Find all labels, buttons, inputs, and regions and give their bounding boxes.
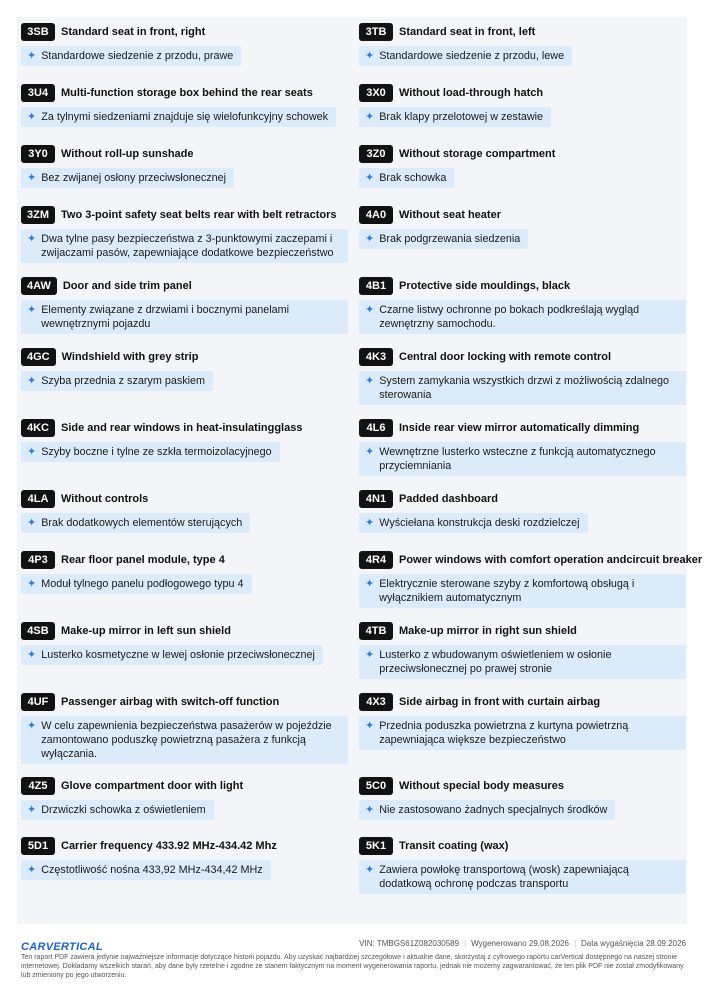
option-code-badge: 3SB	[21, 23, 55, 41]
option-translation-box	[21, 860, 271, 880]
option-code-badge: 4KC	[21, 419, 55, 437]
option-header	[21, 205, 348, 225]
sparkle-icon: ✦	[27, 304, 37, 316]
option-code-badge: 5K1	[359, 837, 393, 855]
sparkle-icon: ✦	[365, 649, 375, 661]
option-item	[21, 836, 348, 896]
option-translation: Brak dodatkowych elementów sterujących	[41, 517, 243, 529]
option-header	[359, 22, 686, 42]
option-item	[21, 83, 348, 144]
option-translation-box	[359, 645, 686, 679]
option-translation-box	[359, 800, 615, 820]
sparkle-icon: ✦	[27, 578, 37, 590]
option-translation-box	[21, 716, 348, 764]
option-code-badge: 4P3	[21, 551, 55, 569]
sparkle-icon: ✦	[27, 446, 37, 458]
option-translation: Moduł tylnego panelu podłogowego typu 4	[41, 578, 244, 590]
option-item	[21, 776, 348, 836]
option-header	[359, 205, 686, 225]
option-translation: Szyby boczne i tylne ze szkła termoizolacyjnego	[41, 446, 272, 458]
option-code-badge: 5D1	[21, 837, 55, 855]
option-title: Side airbag in front with curtain airbag	[399, 696, 601, 708]
option-translation-box	[359, 371, 686, 405]
sparkle-icon: ✦	[27, 720, 37, 732]
option-translation-box	[359, 229, 528, 249]
option-item	[359, 418, 686, 489]
option-translation-box	[21, 574, 252, 594]
option-title: Power windows with comfort operation andcircuit breaker	[399, 554, 703, 566]
option-code-badge: 4AW	[21, 277, 57, 295]
option-title: Without load-through hatch	[399, 87, 544, 99]
option-header	[359, 144, 686, 164]
option-translation-box	[21, 107, 336, 127]
option-translation-box	[21, 645, 323, 665]
option-title: Glove compartment door with light	[61, 780, 244, 792]
option-translation: Zawiera powłokę transportową (wosk) zapewniającą dodatkową ochronę podczas transportu	[379, 864, 629, 890]
equipment-options-list	[21, 22, 703, 896]
option-translation: Przednia poduszka powietrzna z kurtyna powietrzną zapewniająca większe bezpieczeństwo	[379, 720, 629, 746]
sparkle-icon: ✦	[365, 304, 375, 316]
sparkle-icon: ✦	[27, 233, 37, 245]
report-meta: VIN: TMBGS61Z082030589 | Wygenerowano 29.08.2026 | Data wygaśnięcia 28.09.2026	[359, 939, 686, 948]
option-header	[359, 621, 686, 641]
sparkle-icon: ✦	[27, 517, 37, 529]
option-item	[359, 550, 703, 621]
option-code-badge: 4A0	[359, 206, 393, 224]
option-header	[21, 144, 348, 164]
option-translation: Wyściełana konstrukcja deski rozdzielczej	[379, 517, 580, 529]
option-item	[359, 144, 686, 205]
option-header	[359, 776, 686, 796]
option-item	[21, 22, 348, 83]
vin-text: VIN: TMBGS61Z082030589	[359, 939, 460, 948]
option-title: Without roll-up sunshade	[61, 148, 194, 160]
option-header	[21, 776, 348, 796]
sparkle-icon: ✦	[27, 111, 37, 123]
option-title: Carrier frequency 433.92 MHz-434.42 Mhz	[61, 840, 277, 852]
option-item	[21, 276, 348, 347]
option-header	[359, 83, 686, 103]
option-header	[21, 621, 348, 641]
option-translation: W celu zapewnienia bezpieczeństwa pasażerów w pojeździe zamontowano poduszkę powietrzną pasażera z funkcją wyłączania.	[41, 720, 332, 760]
option-code-badge: 4N1	[359, 490, 393, 508]
sparkle-icon: ✦	[27, 804, 37, 816]
option-code-badge: 4B1	[359, 277, 393, 295]
option-translation-box	[359, 107, 551, 127]
expiry-date: Data wygaśnięcia 28.09.2026	[581, 939, 686, 948]
option-title: Multi-function storage box behind the rear seats	[61, 87, 313, 99]
option-header	[359, 692, 686, 712]
option-item	[359, 836, 686, 896]
option-translation-box	[21, 442, 280, 462]
option-translation-box	[21, 800, 214, 820]
option-item	[359, 276, 686, 347]
option-header	[359, 418, 686, 438]
sparkle-icon: ✦	[365, 233, 375, 245]
option-header	[21, 83, 348, 103]
option-translation: Szyba przednia z szarym paskiem	[41, 375, 206, 387]
option-translation-box	[359, 860, 686, 894]
option-title: Door and side trim panel	[62, 280, 192, 292]
option-code-badge: 4SB	[21, 622, 55, 640]
sparkle-icon: ✦	[365, 375, 375, 387]
option-item	[359, 621, 686, 692]
option-header	[359, 489, 686, 509]
option-header	[21, 347, 348, 367]
option-translation: Elektrycznie sterowane szyby z komfortową obsługą i wyłącznikiem automatycznym	[379, 578, 635, 604]
option-title: Without special body measures	[399, 780, 564, 792]
option-translation-box	[21, 229, 348, 263]
option-translation: Drzwiczki schowka z oświetleniem	[41, 804, 206, 816]
option-title: Central door locking with remote control	[399, 351, 612, 363]
options-row	[21, 276, 686, 347]
option-title: Rear floor panel module, type 4	[61, 554, 225, 566]
options-row	[21, 489, 686, 550]
option-translation-box	[359, 300, 686, 334]
option-item	[21, 621, 348, 692]
option-translation-box	[21, 168, 234, 188]
option-title: Protective side mouldings, black	[399, 280, 571, 292]
options-row	[21, 550, 703, 621]
option-translation-box	[359, 513, 588, 533]
option-title: Padded dashboard	[399, 493, 499, 505]
option-translation-box	[21, 371, 213, 391]
option-translation: Nie zastosowano żadnych specjalnych środków	[379, 804, 608, 816]
option-item	[21, 205, 348, 276]
sparkle-icon: ✦	[27, 172, 37, 184]
option-translation-box	[21, 513, 250, 533]
carvertical-logo: CARVERTICAL	[21, 941, 103, 953]
option-title: Transit coating (wax)	[399, 840, 509, 852]
option-header	[21, 418, 348, 438]
option-code-badge: 4Z5	[21, 777, 55, 795]
option-item	[359, 776, 686, 836]
option-header	[21, 22, 348, 42]
sparkle-icon: ✦	[365, 50, 375, 62]
option-translation: Wewnętrzne lusterko wsteczne z funkcją automatycznego przyciemniania	[379, 446, 656, 472]
option-code-badge: 3X0	[359, 84, 393, 102]
option-code-badge: 4UF	[21, 693, 55, 711]
option-item	[21, 144, 348, 205]
option-item	[359, 347, 686, 418]
option-header	[21, 836, 348, 856]
option-item	[21, 550, 348, 621]
options-row	[21, 22, 686, 83]
option-code-badge: 4X3	[359, 693, 393, 711]
option-item	[21, 489, 348, 550]
options-row	[21, 776, 686, 836]
option-code-badge: 4TB	[359, 622, 393, 640]
option-title: Standard seat in front, left	[399, 26, 536, 38]
options-row	[21, 83, 686, 144]
option-translation-box	[359, 716, 686, 750]
sparkle-icon: ✦	[27, 864, 37, 876]
option-header	[21, 489, 348, 509]
option-translation: Za tylnymi siedzeniami znajduje się wielofunkcyjny schowek	[41, 111, 329, 123]
options-row	[21, 621, 686, 692]
options-row	[21, 205, 686, 276]
option-title: Inside rear view mirror automatically dimming	[399, 422, 640, 434]
sparkle-icon: ✦	[27, 375, 37, 387]
sparkle-icon: ✦	[365, 804, 375, 816]
option-item	[359, 205, 686, 276]
option-translation-box	[359, 574, 686, 608]
option-translation-box	[359, 442, 686, 476]
option-title: Without storage compartment	[399, 148, 556, 160]
option-translation: Brak podgrzewania siedzenia	[379, 233, 521, 245]
option-translation: Standardowe siedzenie z przodu, lewe	[379, 50, 565, 62]
option-translation-box	[21, 46, 241, 66]
option-code-badge: 4LA	[21, 490, 55, 508]
option-item	[359, 83, 686, 144]
generated-date: Wygenerowano 29.08.2026	[471, 939, 569, 948]
option-header	[359, 347, 686, 367]
option-code-badge: 5C0	[359, 777, 393, 795]
option-item	[359, 489, 686, 550]
option-title: Without seat heater	[399, 209, 501, 221]
options-row	[21, 692, 686, 776]
disclaimer-text: Ten raport PDF zawiera jedynie najważniejsze informacje dotyczące historii pojazdu. Aby uzyskać najbardziej szczegółowe i aktualne dane, skorzystaj z cyfrowego raportu carVertical dostępnego na naszej stronie internetowej. Dokładamy wszelkich starań, aby dane były rzetelne i zgodne ze stanem faktycznym na moment wygenerowania raportu, jednak nie możemy zagwarantować, że ten plik PDF nie został zmodyfikowany lub zmieniony po jego utworzeniu.	[21, 954, 684, 979]
option-title: Make-up mirror in right sun shield	[399, 625, 577, 637]
option-item	[21, 418, 348, 489]
sparkle-icon: ✦	[27, 649, 37, 661]
option-translation: Częstotliwość nośna 433,92 MHz-434,42 MHz	[41, 864, 263, 876]
sparkle-icon: ✦	[365, 578, 375, 590]
option-item	[359, 22, 686, 83]
option-header	[21, 550, 348, 570]
sparkle-icon: ✦	[365, 720, 375, 732]
option-translation: System zamykania wszystkich drzwi z możliwością zdalnego sterowania	[379, 375, 670, 401]
sparkle-icon: ✦	[365, 864, 375, 876]
option-translation: Lusterko kosmetyczne w lewej osłonie przeciwsłonecznej	[41, 649, 315, 661]
sparkle-icon: ✦	[365, 111, 375, 123]
option-translation: Brak klapy przelotowej w zestawie	[379, 111, 544, 123]
option-translation: Bez zwijanej osłony przeciwsłonecznej	[41, 172, 227, 184]
sparkle-icon: ✦	[27, 50, 37, 62]
option-translation-box	[359, 46, 572, 66]
option-header	[21, 692, 348, 712]
option-header	[359, 836, 686, 856]
option-translation-box	[21, 300, 348, 334]
option-translation: Czarne listwy ochronne po bokach podkreślają wygląd zewnętrzny samochodu.	[379, 304, 640, 330]
options-row	[21, 144, 686, 205]
option-code-badge: 3U4	[21, 84, 55, 102]
option-item	[359, 692, 686, 776]
option-translation: Standardowe siedzenie z przodu, prawe	[41, 50, 234, 62]
option-translation: Dwa tylne pasy bezpieczeństwa z 3-punktowymi zaczepami i zwijaczami pasów, zapewniające dodatkowe bezpieczeństwo	[41, 233, 334, 259]
option-item	[21, 347, 348, 418]
options-row	[21, 347, 686, 418]
sparkle-icon: ✦	[365, 172, 375, 184]
option-item	[21, 692, 348, 776]
option-title: Side and rear windows in heat-insulatingglass	[61, 422, 303, 434]
option-code-badge: 4R4	[359, 551, 393, 569]
option-code-badge: 3ZM	[21, 206, 55, 224]
option-code-badge: 3Z0	[359, 145, 393, 163]
option-title: Two 3-point safety seat belts rear with belt retractors	[61, 209, 337, 221]
option-code-badge: 4GC	[21, 348, 56, 366]
option-header	[359, 550, 703, 570]
option-code-badge: 3TB	[359, 23, 393, 41]
option-translation-box	[359, 168, 454, 188]
option-title: Windshield with grey strip	[61, 351, 199, 363]
option-code-badge: 3Y0	[21, 145, 55, 163]
option-translation: Lusterko z wbudowanym oświetleniem w osłonie przeciwsłonecznej po prawej stronie	[379, 649, 612, 675]
option-translation: Elementy związane z drzwiami i bocznymi panelami wewnętrznymi pojazdu	[41, 304, 290, 330]
option-title: Without controls	[61, 493, 149, 505]
sparkle-icon: ✦	[365, 517, 375, 529]
sparkle-icon: ✦	[365, 446, 375, 458]
option-code-badge: 4K3	[359, 348, 393, 366]
options-row	[21, 418, 686, 489]
options-row	[21, 836, 686, 896]
option-title: Passenger airbag with switch-off function	[61, 696, 280, 708]
option-title: Standard seat in front, right	[61, 26, 206, 38]
option-header	[359, 276, 686, 296]
option-translation: Brak schowka	[379, 172, 447, 184]
option-code-badge: 4L6	[359, 419, 393, 437]
option-title: Make-up mirror in left sun shield	[61, 625, 231, 637]
option-header	[21, 276, 348, 296]
